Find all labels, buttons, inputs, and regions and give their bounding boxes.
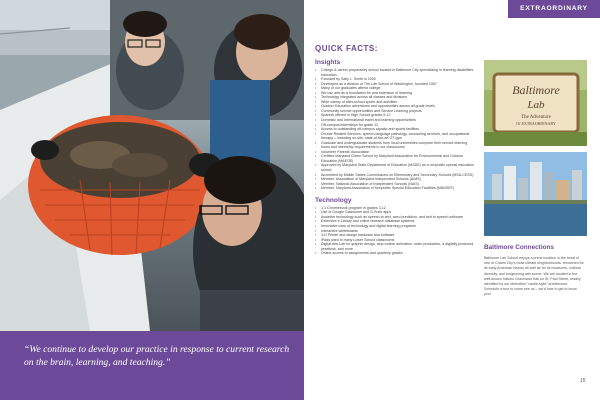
technology-list [315, 206, 475, 256]
list-item: • Graduate and undergraduate students from local universities complete their service learning hours and internship requirements in our classrooms [315, 141, 475, 150]
list-item: • Accredited by Middle States Commissions on Elementary and Secondary Schools (MSA-CESS) [315, 173, 475, 178]
insights-heading: Insights [315, 59, 341, 66]
list-item: • Certified Maryland Green School by Maryland Association for Environmental and Outdoor Education (MAEOE) [315, 154, 475, 163]
list-item: • Off-campus internships for grade 12 [315, 123, 475, 128]
sign-text-line-3: The Adventure [521, 115, 551, 120]
list-item: • Approved by Maryland State Department of Education (MSDE) as a nonpublic special education school [315, 163, 475, 172]
list-item: • Access to outstanding off-campus aquatic and sports facilities [315, 127, 475, 132]
list-item: • Spanish offered in High School grades 9-12 [315, 113, 475, 118]
list-item: • On-site Related Services: speech-language pathology, counseling services, and occupational therapy – including on-site, state-of-the-art OT gym [315, 132, 475, 141]
school-sign-photo [484, 60, 587, 146]
list-item: • Assistive technology such as speech-to-text, word prediction, and text to speech software [315, 215, 475, 220]
list-item: • 1:1 Chromebook program in grades 3-12 [315, 206, 475, 211]
list-item: • Wide variety of after-school sports and activities [315, 100, 475, 105]
hero-photo-students-oyster-basket [0, 0, 304, 331]
technology-heading: Technology [315, 196, 352, 204]
sign-text-line-2: Lab [527, 99, 545, 111]
list-item: • Technology integrated across all classes and divisions [315, 95, 475, 100]
sign-text-line-1: Baltimore [512, 83, 560, 97]
list-item: • We use arts as a foundation for and extension of learning [315, 91, 475, 96]
list-item: • Interactive whiteboards [315, 229, 475, 234]
baltimore-skyline-photo [484, 152, 587, 236]
baltimore-connections-heading: Baltimore Connections [484, 244, 554, 251]
list-item: • College & career-preparatory school located in Baltimore City specializing in learning disabilities education [315, 68, 475, 77]
list-item: • Extensive e-Library and online research database systems [315, 219, 475, 224]
skyline-illustration [484, 152, 587, 236]
list-item: • Online access to assignments and quarterly grades [315, 251, 475, 256]
list-item: • Developed as a division of The Lab School of Washington, founded 1967 [315, 82, 475, 87]
quote-band [0, 331, 304, 400]
quick-facts-heading: QUICK FACTS: [315, 44, 378, 53]
list-item: • Use of Google Classroom and G-Suite apps [315, 210, 475, 215]
insights-list [315, 68, 475, 191]
list-item: • Domestic and International travel and learning opportunities [315, 118, 475, 123]
photo-illustration [0, 0, 304, 331]
list-item: • iPads used in many Lower School classrooms [315, 238, 475, 243]
school-sign-illustration [484, 60, 587, 146]
list-item: • Digital Arts Lab for graphic design, stop motion animation, video production, a digitally produced yearbook, and more [315, 242, 475, 251]
list-item: • Founded by Sally L. Smith in 2000 [315, 77, 475, 82]
pull-quote: “We continue to develop our practice in response to current research on the brain, learning, and teaching.” [24, 344, 290, 369]
list-item: • Member, National Association of Independent Schools (NAIS) [315, 182, 475, 187]
list-item: • Member, Maryland Association of Nonpublic Special Education Facilities (MANSEF) [315, 186, 475, 191]
list-item: • Member, Association of Maryland Independent Schools (AIMS) [315, 177, 475, 182]
list-item: • Community service opportunities and Service Learning projects [315, 109, 475, 114]
sign-text-line-4: Of EXTRAORDINARY [516, 121, 556, 126]
quick-facts-column [315, 44, 475, 256]
list-item: • 3-D Printer and design hardware and software [315, 233, 475, 238]
list-item: • Outdoor Education adventures and opportunities across all grade levels [315, 104, 475, 109]
section-tab: EXTRAORDINARY [508, 0, 600, 18]
page-number: 15 [580, 378, 586, 384]
baltimore-connections-text: Baltimore Lab School enjoys a prime location in the heart of one of Charm City’s most vibrant neighborhoods, renowned for its early American history as well as for its museums, cultural diversity, and burgeoning arts scene. We are located in the well-known historic Graceland Hall on St. Paul Street, readily identified by our distinctive “castle-style” architecture. Schedule a tour to come see us – we’d love to get to know you! [484, 256, 584, 297]
list-item: • Many of our graduates attend college [315, 86, 475, 91]
list-item: • Volunteer Parents’ Association [315, 150, 475, 155]
list-item: • Innovative uses of technology and digital learning programs [315, 224, 475, 229]
